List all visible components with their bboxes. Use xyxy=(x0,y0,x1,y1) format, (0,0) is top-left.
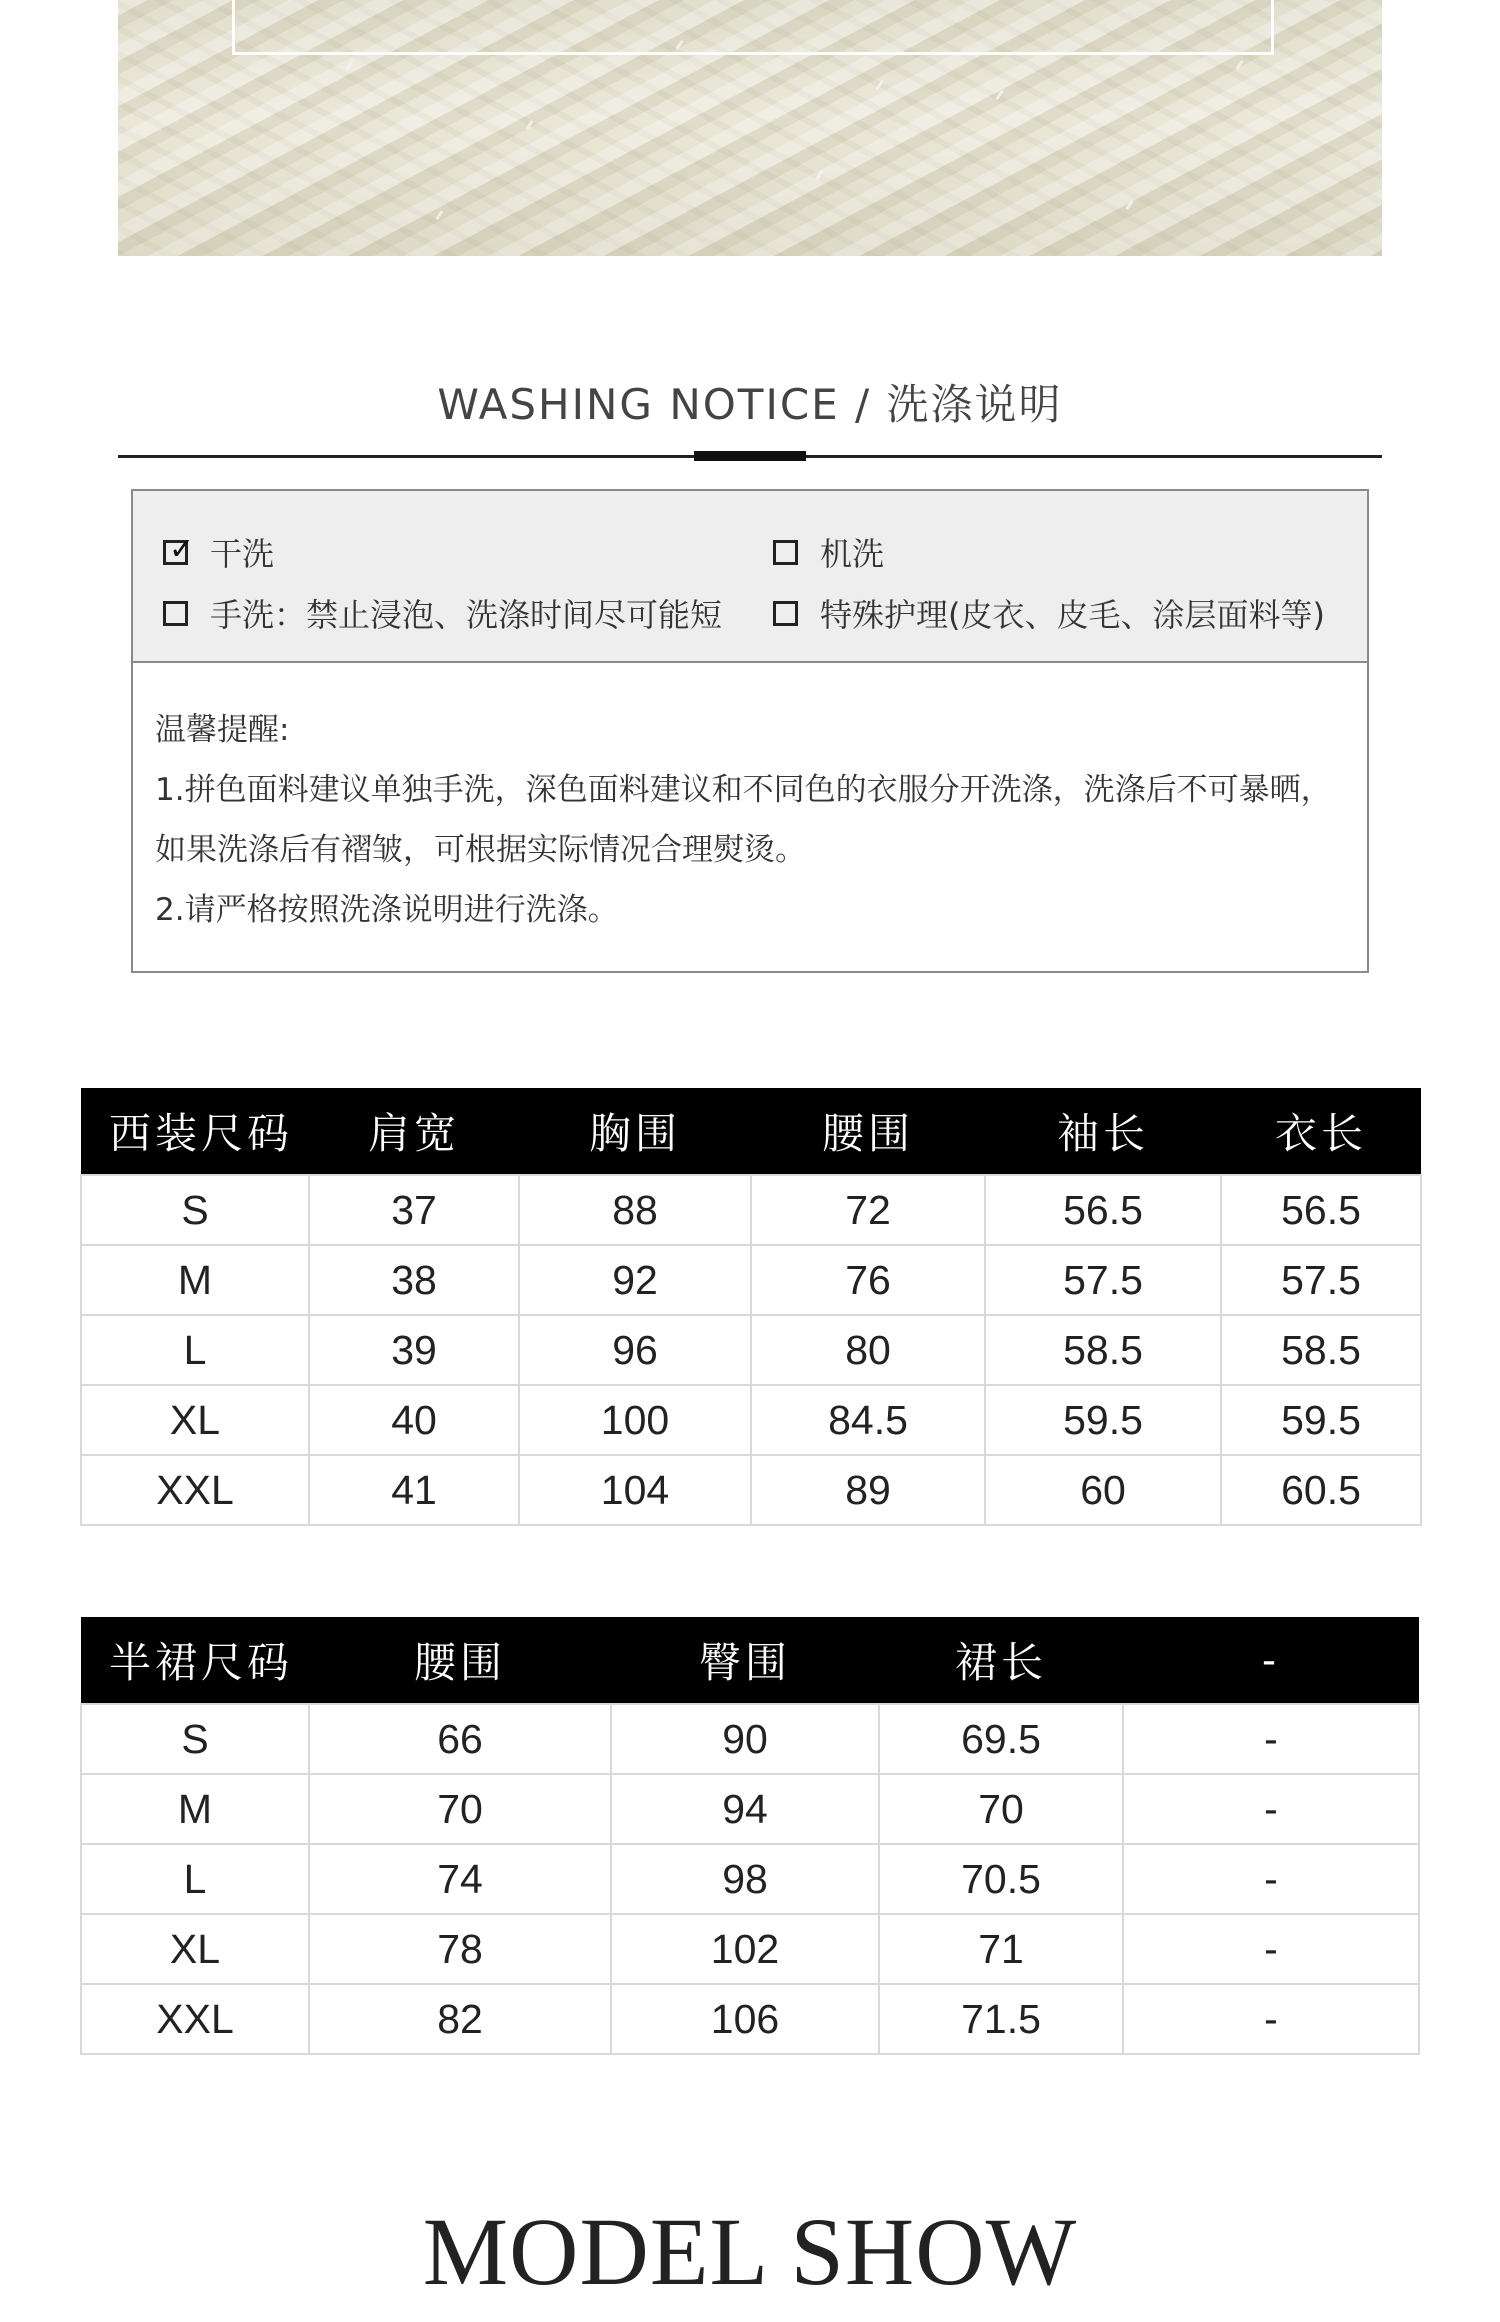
size-cell: M xyxy=(81,1774,309,1844)
size-cell: S xyxy=(81,1704,309,1774)
measurement-cell: 41 xyxy=(309,1455,519,1525)
measurement-cell: 57.5 xyxy=(1221,1245,1421,1315)
option-label: 干洗 xyxy=(210,535,275,573)
measurement-cell: - xyxy=(1123,1774,1419,1844)
table-row xyxy=(81,1774,1419,1844)
fabric-photo xyxy=(118,0,1382,256)
measurement-cell: 88 xyxy=(519,1175,751,1245)
measurement-cell: 71 xyxy=(879,1914,1123,1984)
measurement-cell: 37 xyxy=(309,1175,519,1245)
photo-frame xyxy=(232,0,1274,55)
wash-options xyxy=(133,491,1367,663)
measurement-cell: 38 xyxy=(309,1245,519,1315)
option-label: 机洗 xyxy=(820,535,885,573)
measurement-cell: 72 xyxy=(751,1175,985,1245)
measurement-cell: 82 xyxy=(309,1984,611,2054)
tip-line: 如果洗涤后有褶皱，可根据实际情况合理熨烫。 xyxy=(155,832,806,868)
washing-notice-title: WASHING NOTICE / 洗涤说明 xyxy=(437,380,1063,429)
size-cell: M xyxy=(81,1245,309,1315)
measurement-cell: 70 xyxy=(879,1774,1123,1844)
size-cell: L xyxy=(81,1315,309,1385)
measurement-cell: 70 xyxy=(309,1774,611,1844)
measurement-cell: - xyxy=(1123,1984,1419,2054)
measurement-cell: - xyxy=(1123,1844,1419,1914)
size-cell: XL xyxy=(81,1385,309,1455)
measurement-cell: 57.5 xyxy=(985,1245,1221,1315)
header-cell: 裙长 xyxy=(879,1617,1123,1704)
measurement-cell: 92 xyxy=(519,1245,751,1315)
measurement-cell: 71.5 xyxy=(879,1984,1123,2054)
option-label: 特殊护理(皮衣、皮毛、涂层面料等) xyxy=(820,596,1325,634)
measurement-cell: 96 xyxy=(519,1315,751,1385)
size-cell: XL xyxy=(81,1914,309,1984)
header-cell: 臀围 xyxy=(611,1617,879,1704)
checkbox-empty-icon xyxy=(773,601,798,626)
measurement-cell: 74 xyxy=(309,1844,611,1914)
measurement-cell: 56.5 xyxy=(985,1175,1221,1245)
measurement-cell: 76 xyxy=(751,1245,985,1315)
table-row xyxy=(81,1315,1421,1385)
measurement-cell: 94 xyxy=(611,1774,879,1844)
measurement-cell: 89 xyxy=(751,1455,985,1525)
measurement-cell: 100 xyxy=(519,1385,751,1455)
measurement-cell: 70.5 xyxy=(879,1844,1123,1914)
header-cell: 袖长 xyxy=(985,1088,1221,1175)
measurement-cell: 59.5 xyxy=(1221,1385,1421,1455)
measurement-cell: 69.5 xyxy=(879,1704,1123,1774)
header-cell: 腰围 xyxy=(309,1617,611,1704)
title-accent-bar xyxy=(694,451,806,461)
table-header-row xyxy=(81,1088,1421,1175)
option-special-care xyxy=(773,590,1325,636)
suit-size-table xyxy=(80,1088,1422,1526)
header-cell: - xyxy=(1123,1617,1419,1704)
option-label: 手洗：禁止浸泡、洗涤时间尽可能短 xyxy=(210,596,723,634)
size-cell: S xyxy=(81,1175,309,1245)
table-row xyxy=(81,1175,1421,1245)
measurement-cell: 39 xyxy=(309,1315,519,1385)
table-row xyxy=(81,1385,1421,1455)
measurement-cell: 106 xyxy=(611,1984,879,2054)
size-cell: XXL xyxy=(81,1984,309,2054)
measurement-cell: - xyxy=(1123,1914,1419,1984)
measurement-cell: 104 xyxy=(519,1455,751,1525)
measurement-cell: 58.5 xyxy=(1221,1315,1421,1385)
table-row xyxy=(81,1984,1419,2054)
size-cell: XXL xyxy=(81,1455,309,1525)
measurement-cell: 56.5 xyxy=(1221,1175,1421,1245)
header-cell: 衣长 xyxy=(1221,1088,1421,1175)
header-cell: 肩宽 xyxy=(309,1088,519,1175)
measurement-cell: 66 xyxy=(309,1704,611,1774)
measurement-cell: 40 xyxy=(309,1385,519,1455)
measurement-cell: 59.5 xyxy=(985,1385,1221,1455)
measurement-cell: 60.5 xyxy=(1221,1455,1421,1525)
measurement-cell: 80 xyxy=(751,1315,985,1385)
skirt-size-table xyxy=(80,1617,1420,2055)
tip-line: 1.拼色面料建议单独手洗，深色面料建议和不同色的衣服分开洗涤，洗涤后不可暴晒， xyxy=(155,772,1332,808)
measurement-cell: - xyxy=(1123,1704,1419,1774)
tips-heading: 温馨提醒: xyxy=(155,712,290,748)
washing-notice-box xyxy=(131,489,1369,973)
table-header-row xyxy=(81,1617,1419,1704)
table-row xyxy=(81,1704,1419,1774)
checkbox-empty-icon xyxy=(773,540,798,565)
header-cell: 腰围 xyxy=(751,1088,985,1175)
measurement-cell: 84.5 xyxy=(751,1385,985,1455)
measurement-cell: 90 xyxy=(611,1704,879,1774)
option-dry-clean xyxy=(163,529,274,575)
table-row xyxy=(81,1914,1419,1984)
header-cell: 西装尺码 xyxy=(81,1088,309,1175)
header-cell: 半裙尺码 xyxy=(81,1617,309,1704)
checkbox-checked-icon: ✓ xyxy=(163,540,188,565)
table-row xyxy=(81,1455,1421,1525)
tip-line: 2.请严格按照洗涤说明进行洗涤。 xyxy=(155,892,619,928)
table-row xyxy=(81,1844,1419,1914)
size-cell: L xyxy=(81,1844,309,1914)
table-row xyxy=(81,1245,1421,1315)
model-show-heading: MODEL SHOW xyxy=(422,2198,1078,2305)
measurement-cell: 58.5 xyxy=(985,1315,1221,1385)
measurement-cell: 102 xyxy=(611,1914,879,1984)
header-cell: 胸围 xyxy=(519,1088,751,1175)
option-hand-wash xyxy=(163,590,722,636)
measurement-cell: 98 xyxy=(611,1844,879,1914)
checkbox-empty-icon xyxy=(163,601,188,626)
measurement-cell: 60 xyxy=(985,1455,1221,1525)
measurement-cell: 78 xyxy=(309,1914,611,1984)
option-machine-wash xyxy=(773,529,884,575)
